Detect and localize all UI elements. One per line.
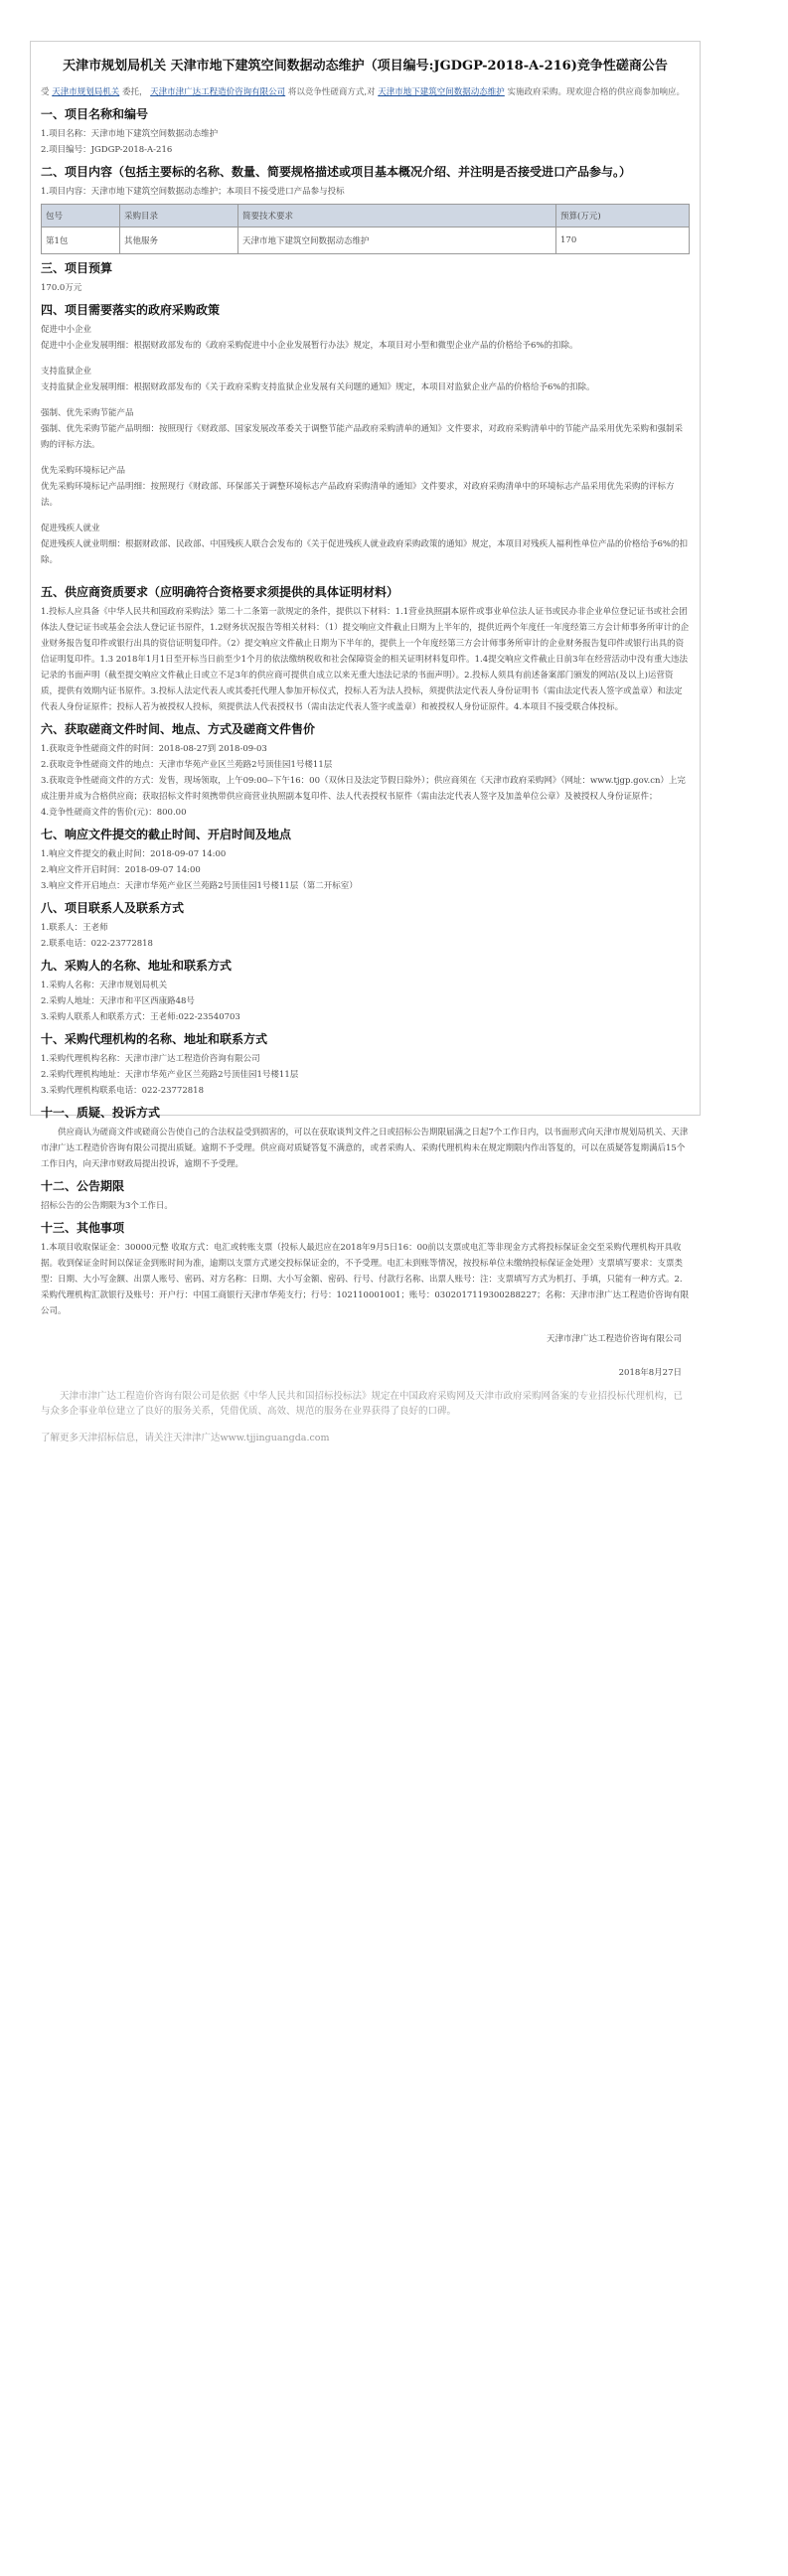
table-header: 包号 xyxy=(42,205,120,227)
purchaser-contact: 3.采购人联系人和联系方式：王老师:022-23540703 xyxy=(41,1012,240,1022)
announcement-panel xyxy=(30,41,701,1443)
purchaser-address: 2.采购人地址：天津市和平区西康路48号 xyxy=(41,996,195,1006)
doc-method: 3.获取竞争性磋商文件的方式：发售，现场领取，上午09:00--下午16：00（双休日及法定节假日除外）；供应商须在《天津市政府采购网》（网址：www.tjgp.gov.cn）上完成注册并成为合格供应商；获取招标文件时须携带供应商营业执照副本复印件、法人代表授权书原件（需由法定代表人签字及加盖单位公章）及被授权人身份证原件； xyxy=(41,776,686,802)
agency-phone: 3.采购代理机构联系电话：022-23772818 xyxy=(41,1086,204,1096)
table-cell: 其他服务 xyxy=(120,227,238,254)
agency-link[interactable]: 天津市津广达工程造价咨询有限公司 xyxy=(150,87,286,97)
doc-price: 4.竞争性磋商文件的售价(元)：800.00 xyxy=(41,808,187,818)
agency-name: 1.采购代理机构名称：天津市津广达工程造价咨询有限公司 xyxy=(41,1054,260,1064)
table-cell: 天津市地下建筑空间数据动态维护 xyxy=(238,227,556,254)
section-heading: 九、采购人的名称、地址和联系方式 xyxy=(41,959,233,973)
table-cell: 第1包 xyxy=(42,227,120,254)
table-row xyxy=(42,227,690,254)
deadline: 1.响应文件提交的截止时间：2018-09-07 14:00 xyxy=(41,849,227,859)
policy-text: 支持监狱企业发展明细：根据财政部发布的《关于政府采购支持监狱企业发展有关问题的通知》规定，本项目对监狱企业产品的价格给予6%的扣除。 xyxy=(41,382,595,392)
policy-text: 促进中小企业发展明细：根据财政部发布的《政府采购促进中小企业发展暂行办法》规定，本项目对小型和微型企业产品的价格给予6%的扣除。 xyxy=(41,341,578,351)
doc-time: 1.获取竞争性磋商文件的时间：2018-08-27到 2018-09-03 xyxy=(41,744,267,754)
table-header-row xyxy=(42,205,690,227)
footer-more-link[interactable]: 了解更多天津招标信息，请关注天津津广达www.tjjinguangda.com xyxy=(41,1433,330,1443)
section-heading: 十一、质疑、投诉方式 xyxy=(41,1106,161,1120)
page-title: 天津市规划局机关 天津市地下建筑空间数据动态维护（项目编号:JGDGP-2018-A-216)竞争性磋商公告 xyxy=(63,59,668,74)
complaint-text: 供应商认为磋商文件或磋商公告使自己的合法权益受到损害的，可以在获取谈判文件之日或招标公告期限届满之日起7个工作日内，以书面形式向天津市规划局机关、天津市津广达工程造价咨询有限公司提出质疑。逾期不予受理。供应商对质疑答复不满意的，或者采购人、采购代理机构未在规定期限内作出答复的，可以在质疑答复期满后15个工作日内，向天津市财政局提出投诉，逾期不予受理。 xyxy=(41,1128,689,1169)
contact-person: 1.联系人：王老师 xyxy=(41,923,108,933)
policy-title: 促进中小企业 xyxy=(41,325,92,335)
policy-title: 支持监狱企业 xyxy=(41,367,92,377)
section-heading: 三、项目预算 xyxy=(41,261,113,275)
budget-amount: 170.0万元 xyxy=(41,283,82,293)
table-header: 采购目录 xyxy=(120,205,238,227)
section-heading: 四、项目需要落实的政府采购政策 xyxy=(41,303,221,317)
table-cell: 170 xyxy=(556,227,690,254)
footer-note: 天津市津广达工程造价咨询有限公司是依据《中华人民共和国招标投标法》规定在中国政府采购网及天津市政府采购网备案的专业招投标代理机构，已与众多企事业单位建立了良好的服务关系，凭借优质、高效、规范的服务在业界获得了良好的口碑。 xyxy=(41,1391,684,1417)
section-heading: 八、项目联系人及联系方式 xyxy=(41,901,185,915)
open-time: 2.响应文件开启时间：2018-09-07 14:00 xyxy=(41,865,201,875)
open-place: 3.响应文件开启地点：天津市华苑产业区兰苑路2号顶佳园1号楼11层（第二开标室） xyxy=(41,881,358,891)
section-heading: 一、项目名称和编号 xyxy=(41,107,149,121)
policy-text: 促进残疾人就业明细：根据财政部、民政部、中国残疾人联合会发布的《关于促进残疾人就业政府采购政策的通知》规定，本项目对残疾人福利性单位产品的价格给予6%的扣除。 xyxy=(41,539,688,565)
signoff-company: 天津市津广达工程造价咨询有限公司 xyxy=(546,1334,682,1344)
policy-title: 促进残疾人就业 xyxy=(41,524,100,533)
section-heading: 二、项目内容（包括主要标的名称、数量、简要规格描述或项目基本概况介绍、并注明是否接受进口产品参与。） xyxy=(41,165,632,179)
package-table xyxy=(41,204,690,254)
project-content: 1.项目内容：天津市地下建筑空间数据动态维护；本项目不接受进口产品参与投标 xyxy=(41,187,345,197)
agency-address: 2.采购代理机构地址：天津市华苑产业区兰苑路2号顶佳园1号楼11层 xyxy=(41,1070,299,1080)
section-heading: 六、获取磋商文件时间、地点、方式及磋商文件售价 xyxy=(41,722,316,736)
doc-place: 2.获取竞争性磋商文件的地点：天津市华苑产业区兰苑路2号顶佳园1号楼11层 xyxy=(41,760,333,770)
project-link[interactable]: 天津市地下建筑空间数据动态维护 xyxy=(378,87,505,97)
intro-paragraph: 受 天津市规划局机关 委托， 天津市津广达工程造价咨询有限公司 将以竞争性磋商方式,对 天津市地下建筑空间数据动态维护 实施政府采购。现欢迎合格的供应商参加响应。 xyxy=(41,87,686,97)
section-heading: 十三、其他事项 xyxy=(41,1221,125,1235)
policy-title: 优先采购环境标记产品 xyxy=(41,466,126,476)
section-heading: 七、响应文件提交的截止时间、开启时间及地点 xyxy=(41,828,292,841)
section-heading: 十二、公告期限 xyxy=(41,1179,125,1193)
project-name: 1.项目名称：天津市地下建筑空间数据动态维护 xyxy=(41,129,219,139)
policy-text: 优先采购环境标记产品明细：按照现行《财政部、环保部关于调整环境标志产品政府采购清单的通知》文件要求，对政府采购清单中的环境标志产品采用优先采购的评标方法。 xyxy=(41,482,675,508)
table-header: 简要技术要求 xyxy=(238,205,556,227)
section-heading: 十、采购代理机构的名称、地址和联系方式 xyxy=(41,1032,268,1046)
section-heading: 五、供应商资质要求（应明确符合资格要求须提供的具体证明材料） xyxy=(41,585,399,599)
purchaser-link[interactable]: 天津市规划局机关 xyxy=(52,87,120,97)
policy-title: 强制、优先采购节能产品 xyxy=(41,408,134,418)
purchaser-name: 1.采购人名称：天津市规划局机关 xyxy=(41,981,168,990)
other-matters: 1.本项目收取保证金：30000元整 收取方式：电汇或转账支票（投标人最迟应在2018年9月5日16：00前以支票或电汇等非现金方式将投标保证金交至采购代理机构开具收据。收到保证金时间以保证金到账时间为准，逾期以支票方式递交投标保证金的，不予受理。电汇未到账等情况，按投标单位未缴纳投标保证金处理）支票填写要求：支票类型：日期、大小写金额、出票人账号、密码、对方名称：日期、大小写金额、密码、行号、付款行名称、出票人账号：注：支票填写方式为机打、手填，只能有一种方式。2.采购代理机构汇款银行及账号：开户行：中国工商银行天津市华苑支行；行号：102110001001；账号：0302017119300288227；名称：天津市津广达工程造价咨询有限公司。 xyxy=(41,1243,690,1316)
qualification-text: 1.投标人应具备《中华人民共和国政府采购法》第二十二条第一款规定的条件，提供以下材料：1.1营业执照副本原件或事业单位法人证书或民办非企业单位登记证书或社会团体法人登记证书或基金会法人登记证书原件，1.2财务状况报告等相关材料：（1）提交响应文件截止日期为上半年的，提供近两个年度任一年度经第三方会计师事务所审计的企业财务报告复印件或银行出具的资信证明复印件。（2）提交响应文件截止日期为下半年的，提供上一个年度经第三方会计师事务所审计的企业财务报告复印件或银行出具的资信证明复印件。1.3 2018年1月1日至开标当日前至少1个月的依法缴纳税收和社会保障资金的相关证明材料复印件。1.4提交响应文件截止日前3年在经营活动中没有重大违法记录的书面声明（截至提交响应文件截止日或立不足3年的供应商可提供自成立以来无重大违法记录的书面声明）。2.投标人须具有前述备案部门颁发的网站(及以上)运营资质，提供有效期内证书原件。3.投标人法定代表人或其委托代理人参加开标仪式，投标人若为法人投标，须提供法定代表人身份证明书（需由法定代表人签字或盖章）和法定代表人身份证原件；投标人若为被授权人投标，须提供法人代表授权书（需由法定代表人签字或盖章）和被授权人身份证原件。4.本项目不接受联合体投标。 xyxy=(41,607,690,712)
notice-period: 招标公告的公告期限为3个工作日。 xyxy=(41,1201,173,1211)
policy-text: 强制、优先采购节能产品明细：按照现行《财政部、国家发展改革委关于调整节能产品政府采购清单的通知》文件要求，对政府采购清单中的节能产品采用优先采购和强制采购的评标方法。 xyxy=(41,424,684,450)
project-code: 2.项目编号：JGDGP-2018-A-216 xyxy=(41,145,173,155)
signoff-date: 2018年8月27日 xyxy=(618,1368,682,1378)
contact-phone: 2.联系电话：022-23772818 xyxy=(41,939,153,949)
table-header: 预算(万元) xyxy=(556,205,690,227)
